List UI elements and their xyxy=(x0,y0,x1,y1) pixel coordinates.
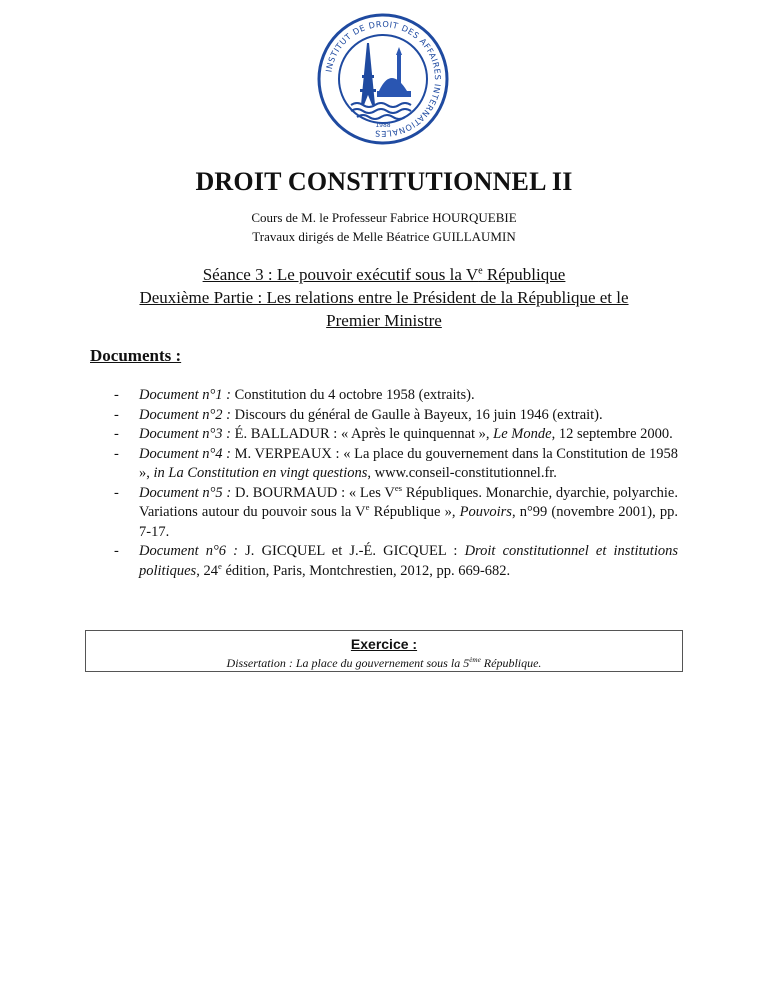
list-item: - Document n°4 : M. VERPEAUX : « La place du gouvernement dans la Constitution de 1958 », in La Constitution en vingt questions, www.conseil-constitutionnel.fr. xyxy=(114,445,678,481)
course-line: Cours de M. le Professeur Fabrice HOURQUEBIE xyxy=(251,210,517,225)
logo-year: 1988 xyxy=(375,122,391,129)
list-item: - Document n°1 : Constitution du 4 octobre 1958 (extraits). xyxy=(114,387,475,403)
seance-subtitle-line1: Deuxième Partie : Les relations entre le Président de la République et le xyxy=(139,288,629,307)
td-line: Travaux dirigés de Melle Béatrice GUILLAUMIN xyxy=(252,229,516,244)
list-item: - Document n°3 : É. BALLADUR : « Après le quinquennat », Le Monde, 12 septembre 2000. xyxy=(114,426,673,442)
seance-subtitle-line2: Premier Ministre xyxy=(326,311,442,330)
page-title: DROIT CONSTITUTIONNEL II xyxy=(195,167,573,196)
exercise-box xyxy=(85,630,683,672)
documents-list xyxy=(114,386,678,581)
list-item: - Document n°2 : Discours du général de Gaulle à Bayeux, 16 juin 1946 (extrait). xyxy=(114,406,603,423)
institute-seal-logo xyxy=(317,13,449,145)
documents-heading: Documents : xyxy=(90,346,182,365)
list-item: - Document n°6 : J. GICQUEL et J.-É. GICQUEL : Droit constitutionnel et institutions politiques, 24e édition, Paris, Montchrestien, 2012, pp. 669-682. xyxy=(114,543,678,579)
seance-title: Séance 3 : Le pouvoir exécutif sous la Ve République xyxy=(202,265,566,284)
logo-ring-text: INSTITUT DE DROIT DES AFFAIRES INTERNATIONALES xyxy=(323,18,444,140)
exercise-title: Exercice : xyxy=(350,636,418,652)
exercise-text: Dissertation : La place du gouvernement sous la 5ème République. xyxy=(226,656,542,670)
list-item: - Document n°5 : D. BOURMAUD : « Les $V^{es}$ Républiques. Monarchie, dyarchie, polyarchie. Variations autour du pouvoir sous la Ve République », Pouvoirs, n°99 (novembre 2001), pp. 7-17. xyxy=(114,482,678,540)
